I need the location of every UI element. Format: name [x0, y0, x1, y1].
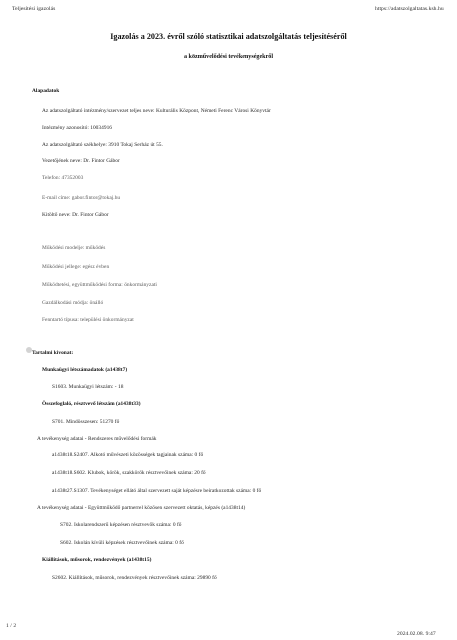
institution-name-line: Az adatszolgáltató intézmény/szervezet teljes neve: Kulturális Központ, Németi Ferenc Városi Könyvtár — [42, 108, 271, 114]
management-mode-line: Gazdálkodási módja: önálló — [42, 300, 104, 306]
document-subtitle: a közművelődési tevékenységekről — [183, 54, 274, 60]
summary-item-workforce-heading: Munkaügyi létszámadatok (a1438t7) — [42, 367, 128, 373]
headquarters-line: Az adatszolgáltató székhelye: 3910 Tokaj Serház út 55. — [42, 142, 163, 148]
institution-id-line: Intézmény azonosító: 10034916 — [42, 125, 113, 131]
leader-name-line: Vezetőjének neve: Dr. Fintor Gábor — [42, 158, 120, 164]
summary-item-non-school-training: S602. Iskolán kívüli képzések résztvevőinek száma: 0 fő — [60, 540, 184, 546]
summary-heading: Tartalmi kivonat: — [32, 350, 74, 356]
summary-item-partner-training-heading: A tevékenység adatai - Együttműködő partnerrel közösen szervezett oktatás, képzés (a1438t14) — [37, 505, 246, 511]
summary-item-clubs: a1438t18.S602. Klubok, körök, szakkörök résztvevőinek száma: 20 fő — [52, 470, 206, 476]
phone-line: Telefon: 47352003 — [42, 175, 84, 181]
summary-item-school-training: S702. Iskolarendszerű képzésen résztvevők száma: 0 fő — [60, 522, 182, 528]
header-left-text: Teljesítési igazolás — [12, 6, 56, 12]
summary-item-training: a1438t27.S1307. Tevékenységet ellátó által szervezett saját képzésre beiratkozottak száma: 0 fő — [52, 488, 262, 494]
scan-mark — [26, 347, 32, 353]
page-number: 1 / 2 — [6, 623, 17, 629]
operation-type-line: Működési jellege: egész évben — [42, 264, 110, 270]
summary-item-regular-forms-heading: A tevékenység adatai - Rendszeres művelődési formák — [37, 436, 157, 442]
filler-name-line: Kitöltő neve: Dr. Fintor Gábor — [42, 212, 109, 218]
maintainer-type-line: Fenntartó típusa: települési önkormányzat — [42, 317, 134, 323]
summary-item-events-value: S2602. Kiállítások, műsorok, rendezvények résztvevőinek száma: 29890 fő — [52, 575, 217, 581]
email-line: E-mail címe: gabor.fintor@tokaj.hu — [42, 195, 121, 201]
operation-form-line: Működtetési, együttműködési forma: önkormányzati — [42, 282, 157, 288]
operation-model-line: Működési modelje: működés — [42, 245, 106, 251]
basic-data-heading: Alapadatok — [32, 88, 60, 94]
document-title: Igazolás a 2023. évről szóló statisztikai adatszolgáltatás teljesítéséről — [110, 32, 347, 41]
summary-item-participants-heading: Összefoglaló, résztvevő létszám (a1438t33) — [42, 401, 141, 407]
header-url-text: https://adatszolgaltatas.ksh.hu — [375, 6, 444, 12]
summary-item-participants-value: S701. Mindösszesen: 51270 fő — [52, 419, 120, 425]
summary-item-art-communities: a1438t18.S2407. Alkotó művészeti közösségek tagjainak száma: 0 fő — [52, 452, 204, 458]
summary-item-events-heading: Kiállítások, műsorok, rendezvények (a1438t15) — [42, 557, 152, 563]
summary-item-workforce-value: S1603. Munkaügyi létszám: - 18 — [52, 384, 124, 390]
print-date: 2024.02.08. 9:47 — [397, 631, 436, 637]
